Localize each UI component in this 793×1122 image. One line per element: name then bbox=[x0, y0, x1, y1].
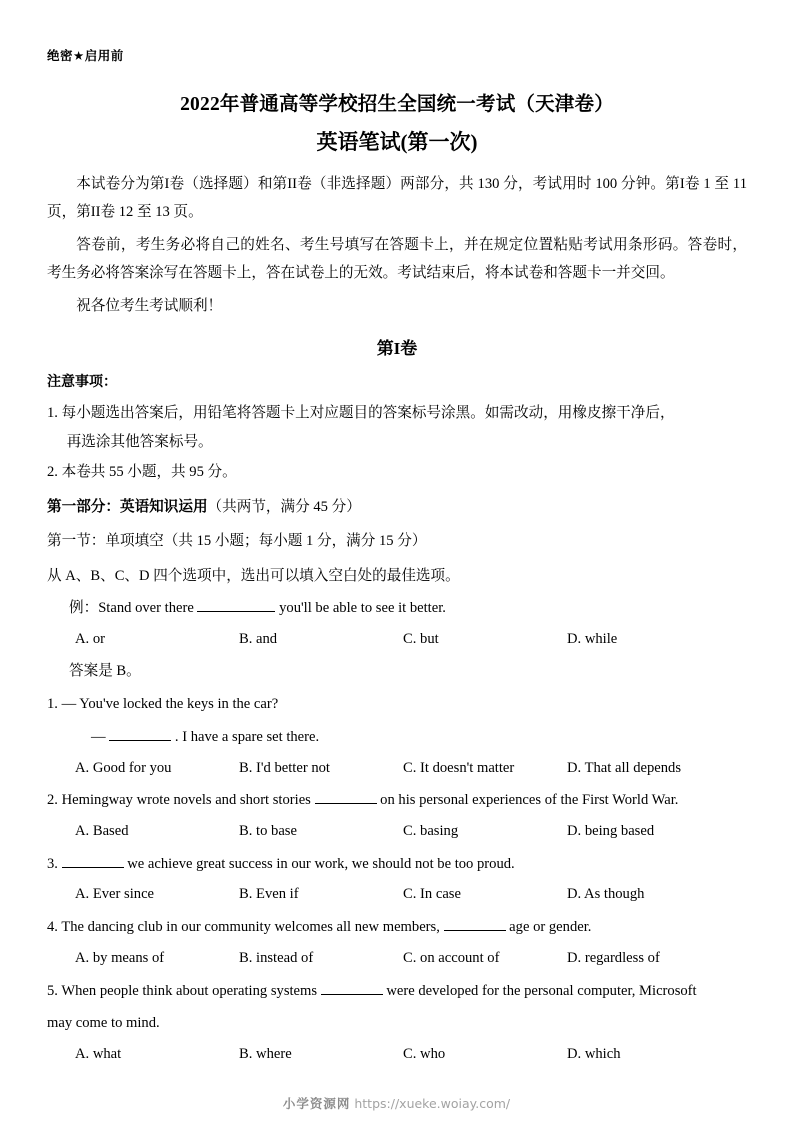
question-3-option-c[interactable]: C. In case bbox=[403, 886, 461, 903]
question-3-stem-prefix: 3. bbox=[47, 855, 62, 872]
watermark-url: https://xueke.woiay.com/ bbox=[354, 1096, 511, 1111]
question-4-option-d[interactable]: D. regardless of bbox=[567, 949, 660, 966]
question-3-stem-suffix: we achieve great success in our work, we should not be too proud. bbox=[123, 855, 515, 872]
part1-title-bold: 第一部分：英语知识运用 bbox=[47, 497, 208, 515]
question-3-option-d[interactable]: D. As though bbox=[567, 886, 645, 903]
question-1-options bbox=[47, 755, 747, 783]
question-4-option-c[interactable]: C. on account of bbox=[403, 949, 500, 966]
page-title: 2022年普通高等学校招生全国统一考试（天津卷） bbox=[180, 94, 614, 115]
intro-paragraph-3: 祝各位考生考试顺利！ bbox=[76, 297, 223, 314]
question-5-stem-suffix: were developed for the personal computer, Microsoft bbox=[382, 982, 697, 999]
part1-section1-title: 第一节：单项填空（共 15 小题；每小题 1 分，满分 15 分） bbox=[47, 533, 427, 550]
question-1-line2 bbox=[47, 724, 747, 752]
question-2-options bbox=[47, 818, 747, 846]
part1-title bbox=[47, 493, 747, 521]
question-1-line2-suffix: . I have a spare set there. bbox=[171, 728, 320, 745]
question-4-option-a[interactable]: A. by means of bbox=[75, 949, 165, 966]
question-5-stem bbox=[47, 978, 747, 1006]
example-option-c[interactable]: C. but bbox=[403, 630, 439, 647]
question-5-option-d[interactable]: D. which bbox=[567, 1046, 621, 1063]
intro-paragraph-2: 答卷前，考生务必将自己的姓名、考生号填写在答题卡上，并在规定位置粘贴考试用条形码。答卷时，考生务必将答案涂写在答题卡上，答在试卷上的无效。考试结束后，将本试卷和答题卡一并交回。 bbox=[47, 236, 747, 282]
question-3-options bbox=[47, 881, 747, 909]
question-5-option-a[interactable]: A. what bbox=[75, 1046, 122, 1063]
question-5-stem-prefix: 5. When people think about operating systems bbox=[47, 982, 321, 999]
example-answer: 答案是 B。 bbox=[69, 663, 141, 680]
notice-item-1-line2: 再选涂其他答案标号。 bbox=[66, 433, 213, 450]
example-stem-prefix: 例：Stand over there bbox=[69, 599, 198, 616]
question-4-options bbox=[47, 945, 747, 973]
subtitle-cn: 英语笔试 bbox=[316, 130, 401, 154]
question-3-option-a[interactable]: A. Ever since bbox=[75, 886, 155, 903]
page-subtitle bbox=[47, 126, 747, 156]
question-1-line2-prefix: — bbox=[91, 728, 110, 745]
question-4-stem bbox=[47, 914, 747, 942]
example-option-d[interactable]: D. while bbox=[567, 630, 618, 647]
question-2-blank bbox=[315, 803, 377, 804]
question-3-option-b[interactable]: B. Even if bbox=[239, 886, 299, 903]
example-option-a[interactable]: A. or bbox=[75, 630, 105, 647]
question-4-option-b[interactable]: B. instead of bbox=[239, 949, 314, 966]
section-heading-juan1: 第I卷 bbox=[376, 339, 418, 359]
question-4-stem-prefix: 4. The dancing club in our community welcomes all new members, bbox=[47, 919, 444, 936]
part1-title-rest: （共两节，满分 45 分） bbox=[207, 498, 361, 515]
question-3-blank bbox=[62, 867, 124, 868]
question-2-option-a[interactable]: A. Based bbox=[75, 823, 129, 840]
example-option-b[interactable]: B. and bbox=[239, 630, 278, 647]
watermark-logo: 小学资源网 bbox=[282, 1096, 351, 1111]
notice-item-2: 2. 本卷共 55 小题，共 95 分。 bbox=[47, 464, 237, 481]
notice-item-1-line1: 1. 每小题选出答案后，用铅笔将答题卡上对应题目的答案标号涂黑。如需改动，用橡皮擦干净后， bbox=[47, 405, 675, 422]
question-1-blank bbox=[109, 740, 171, 741]
secret-label: 绝密★启用前 bbox=[47, 48, 124, 63]
question-5-option-b[interactable]: B. where bbox=[239, 1046, 292, 1063]
question-1-line1: 1. — You've locked the keys in the car? bbox=[47, 696, 279, 713]
question-2-stem bbox=[47, 787, 747, 815]
subtitle-en: (第一次) bbox=[400, 130, 478, 154]
question-2-option-c[interactable]: C. basing bbox=[403, 823, 459, 840]
question-1-option-c[interactable]: C. It doesn't matter bbox=[403, 759, 515, 776]
notice-item-1 bbox=[47, 399, 747, 456]
intro-paragraph-1: 本试卷分为第I卷（选择题）和第II卷（非选择题）两部分，共 130 分，考试用时 100 分钟。第I卷 1 至 11 页，第II卷 12 至 13 页。 bbox=[47, 176, 747, 221]
example-stem-suffix: you'll be able to see it better. bbox=[275, 599, 446, 616]
question-1-option-b[interactable]: B. I'd better not bbox=[239, 759, 330, 776]
page-content bbox=[47, 46, 747, 1069]
question-1-option-a[interactable]: A. Good for you bbox=[75, 759, 172, 776]
question-3-stem bbox=[47, 851, 747, 879]
question-5-options bbox=[47, 1041, 747, 1069]
question-2-option-b[interactable]: B. to base bbox=[239, 823, 297, 840]
question-5-option-c[interactable]: C. who bbox=[403, 1046, 446, 1063]
question-2-option-d[interactable]: D. being based bbox=[567, 823, 655, 840]
question-2-stem-suffix: on his personal experiences of the First World War. bbox=[376, 792, 679, 809]
question-4-blank bbox=[444, 930, 506, 931]
example-stem bbox=[47, 595, 747, 623]
part1-instruction: 从 A、B、C、D 四个选项中，选出可以填入空白处的最佳选项。 bbox=[47, 567, 460, 584]
example-blank bbox=[197, 611, 275, 612]
example-options bbox=[47, 626, 747, 654]
question-5-blank bbox=[321, 994, 383, 995]
question-5-stem-line2: may come to mind. bbox=[47, 1015, 160, 1032]
question-1-option-d[interactable]: D. That all depends bbox=[567, 759, 682, 776]
question-2-stem-prefix: 2. Hemingway wrote novels and short stories bbox=[47, 792, 315, 809]
notice-heading: 注意事项： bbox=[47, 374, 117, 391]
question-4-stem-suffix: age or gender. bbox=[505, 919, 592, 936]
watermark bbox=[0, 1094, 793, 1112]
